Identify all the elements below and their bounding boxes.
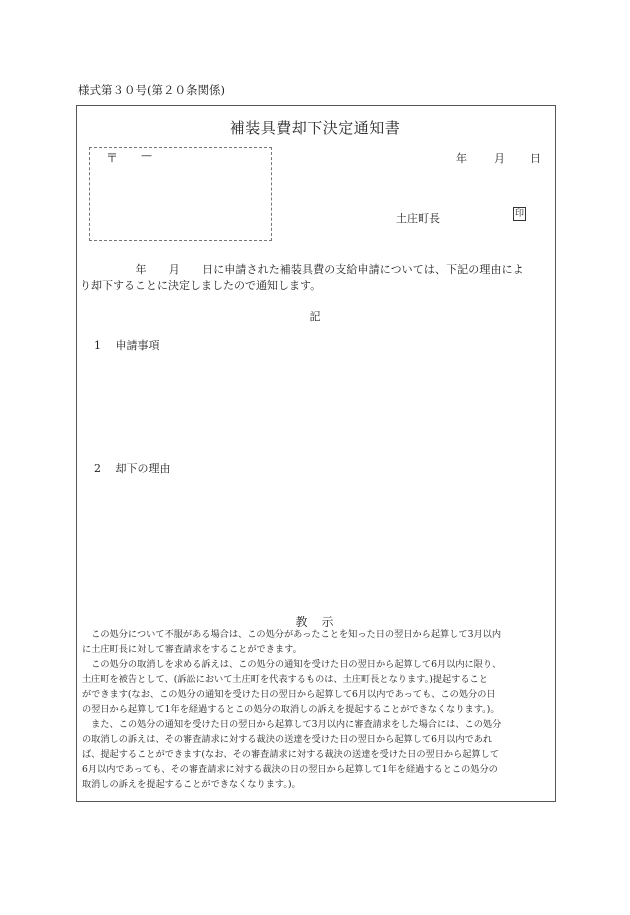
instruction-text (82, 627, 501, 792)
instruction-line: ば、提起することができます(なお、その審査請求に対する裁決の送達を受けた日の翌日から起算して (82, 749, 500, 760)
instruction-line: の翌日から起算して1年を経過するとこの処分の取消しの訴えを提起することができなくなります。)。 (82, 704, 500, 715)
instruction-line: ができます(なお、この処分の通知を受けた日の翌日から起算して6月以内であっても、この処分の日 (82, 689, 496, 700)
instruction-heading: 教 示 (295, 615, 335, 629)
instruction-line: の取消しの訴えは、その審査請求に対する裁決の送達を受けた日の翌日から起算して6月以内であれ (82, 734, 493, 745)
postal-code-mark: 〒 (106, 151, 119, 165)
document-title: 補装具費却下決定通知書 (229, 119, 401, 137)
instruction-line: この処分の取消しを求める訴えは、この処分の通知を受けた日の翌日から起算して6月以内に限り、 (82, 659, 502, 670)
seal-mark: 印 (514, 209, 524, 219)
form-number-label: 様式第３０号(第２０条関係) (78, 83, 225, 97)
body-text-line: 年 月 日に申請された補装具費の支給申請については、下記の理由によ (80, 263, 524, 276)
item-rejection-reason: 2 却下の理由 (94, 462, 171, 475)
item-application-matter: 1 申請事項 (94, 339, 160, 352)
instruction-line: 6月以内であっても、その審査請求に対する裁決の日の翌日から起算して1年を経過するとこの処分の (82, 764, 498, 775)
date-month-label: 月 (494, 152, 505, 165)
ki-heading: 記 (309, 310, 321, 323)
instruction-line: また、この処分の通知を受けた日の翌日から起算して3月以内に審査請求をした場合には、この処分 (82, 719, 502, 730)
instruction-line: に土庄町長に対して審査請求をすることができます。 (82, 644, 302, 655)
body-text-line: り却下することに決定しましたので通知します。 (80, 279, 322, 292)
issuer-name: 土庄町長 (396, 212, 440, 225)
date-day-label: 日 (530, 152, 541, 165)
postal-code-dash: — (141, 149, 152, 162)
instruction-line: 土庄町を被告として、(訴訟において土庄町を代表するものは、土庄町長となります。)提起すること (82, 674, 488, 685)
instruction-line: この処分について不服がある場合は、この処分があったことを知った日の翌日から起算して3月以内 (82, 629, 502, 640)
date-year-label: 年 (456, 152, 467, 165)
instruction-line: 取消しの訴えを提起することができなくなります。)。 (82, 779, 301, 790)
